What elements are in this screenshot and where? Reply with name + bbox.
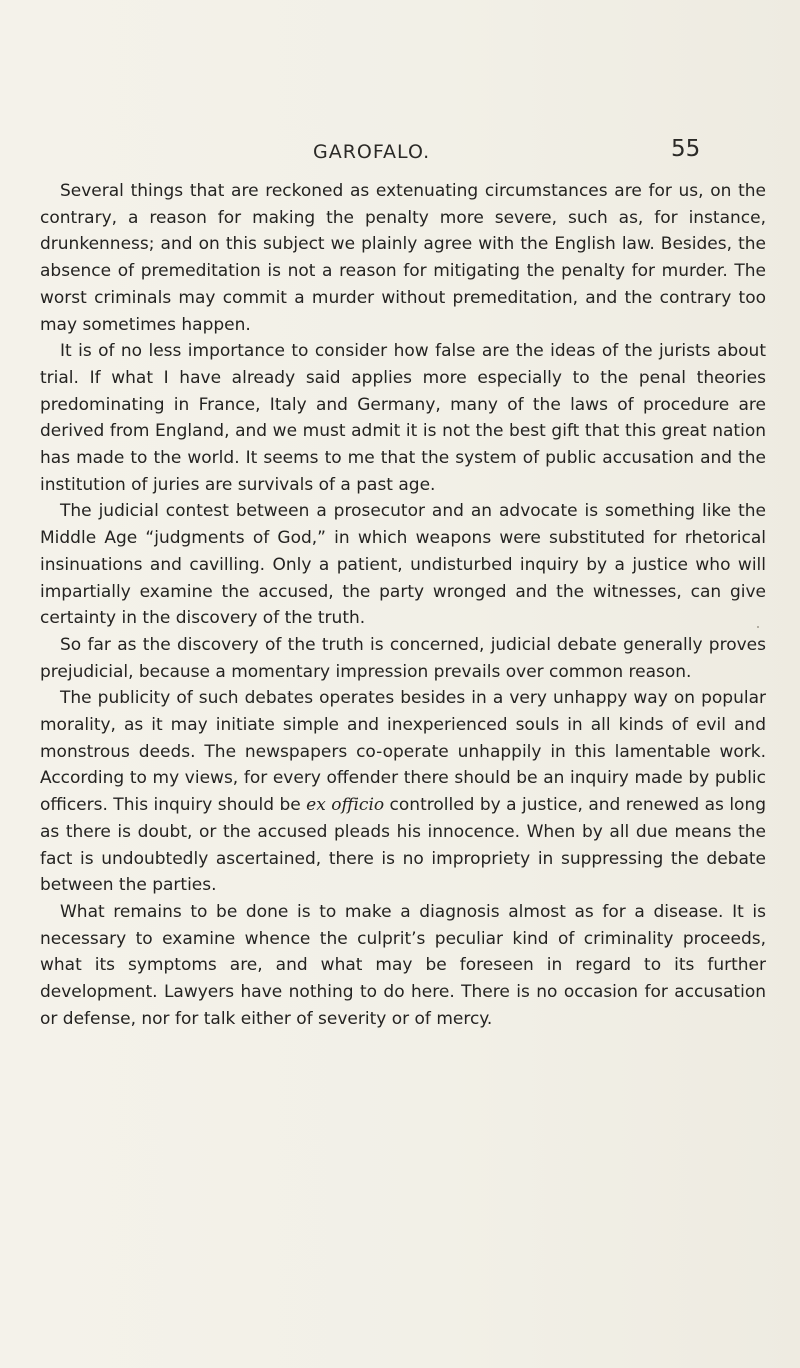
paragraph-publicity-continuation: controlled by a justice, and renewed as long as there is doubt, or the accused pleads his innocence. When by all due means the fact is undoubtedly ascertained, there is no impropriety in suppressing the debate between the parties.	[40, 795, 767, 896]
paragraph-judicial-contest: The judicial contest between a prosecutor and an advocate is something like the Middle Age “judgments of God,” in which weapons were substituted for rhetorical insinuations and cavilling. Only a patient, undisturbed inquiry by a justice who will impartially examine the accused, the party wronged and the witnesses, can give certainty in the discovery of the truth.	[40, 501, 766, 629]
body-text	[40, 178, 766, 1033]
paragraph-jurists-trial: It is of no less importance to consider how false are the ideas of the jurists about trial. If what I have already said applies more especially to the penal theories predominating in France, Italy and Germany, many of the laws of procedure are derived from England, and we must admit it is not the best gift that this great nation has made to the world. It seems to me that the system of public accusation and the institution of juries are survivals of a past age.	[40, 341, 766, 495]
paragraph-diagnosis: What remains to be done is to make a diagnosis almost as for a disease. It is necessary to examine whence the culprit’s peculiar kind of criminality proceeds, what its symptoms are, and what may be foreseen in regard to its further development. Lawyers have nothing to do here. There is no occasion for accusation or defense, nor for talk either of severity or of mercy.	[40, 901, 766, 1029]
page-number: 55	[671, 136, 701, 162]
paragraph-publicity-text: The publicity of such debates operates besides in a very unhappy way on popular morality, as it may initiate simple and inexperienced souls in all kinds of evil and monstrous deeds. The newspapers co-operate unhappily in this lamentable work. According to my views, for every offender there should be an inquiry made by public officers. This inquiry should be	[40, 688, 766, 816]
paragraph-extenuating-circumstances: Several things that are reckoned as extenuating circumstances are for us, on the contrary, a reason for making the penalty more severe, such as, for instance, drunkenness; and on this subject we plainly agree with the English law. Besides, the absence of premeditation is not a reason for mitigating the penalty for murder. The worst criminals may commit a murder without premeditation, and the contrary too may sometimes happen.	[40, 181, 766, 335]
running-title: GAROFALO.	[313, 141, 431, 163]
paragraph-publicity-debates	[40, 685, 766, 899]
paragraph-discovery-truth: So far as the discovery of the truth is concerned, judicial debate generally proves prejudicial, because a momentary impression prevails over common reason.	[40, 634, 766, 682]
ex-officio-phrase: ex officio	[306, 795, 385, 816]
page-speck	[757, 626, 759, 628]
